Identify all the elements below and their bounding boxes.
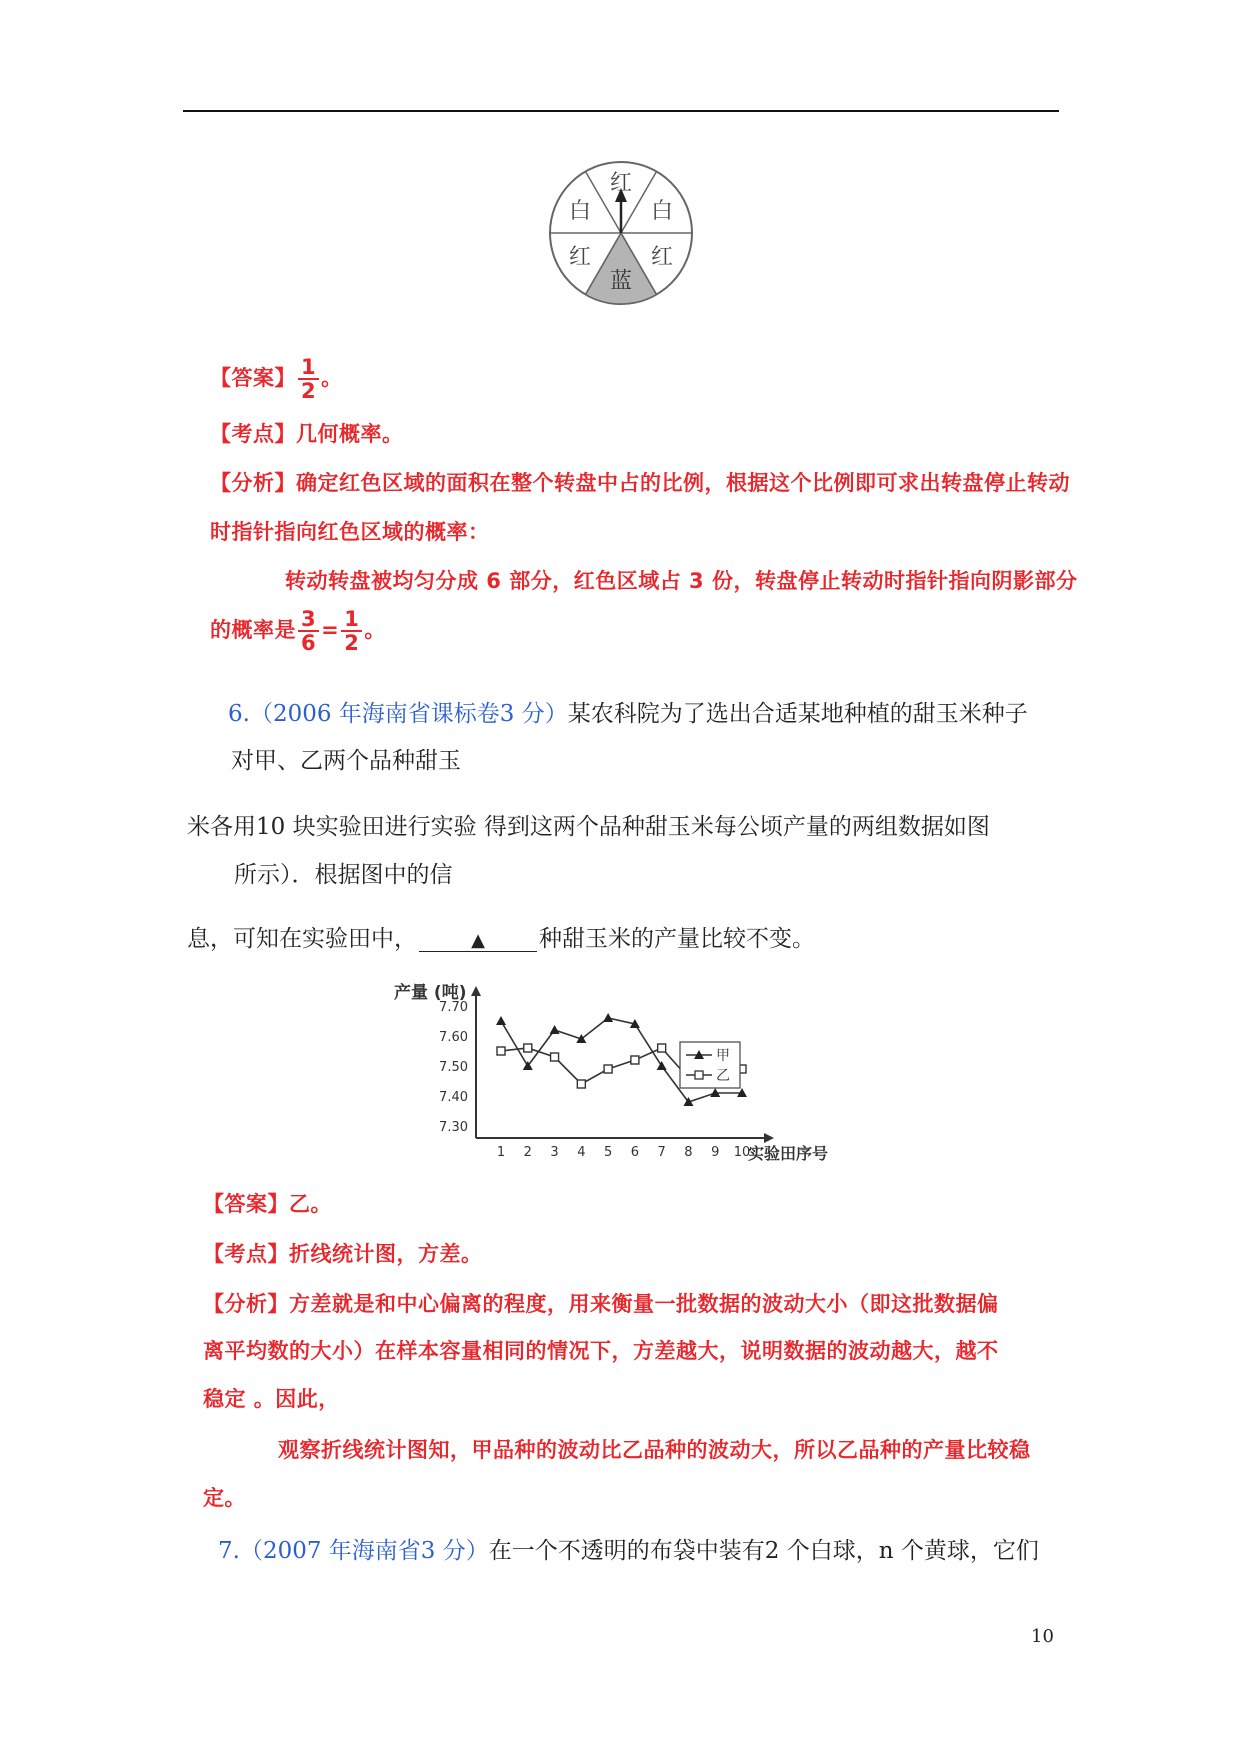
sector-label-upper-left: 白: [568, 199, 592, 224]
data-point-square: [524, 1044, 532, 1052]
q6-line4: 所示）．根据图中的信: [234, 862, 453, 888]
point-text: 折线统计图，方差。: [289, 1242, 483, 1266]
q6-point-line: [203, 1238, 483, 1268]
header-rule: [183, 110, 1059, 112]
q6-line5: [187, 920, 815, 953]
question-number: 7.: [218, 1538, 240, 1564]
point-text: 几何概率。: [296, 422, 404, 446]
x-tick-label: 8: [684, 1145, 693, 1160]
data-point-square: [551, 1053, 559, 1061]
x-axis-label: 实验田序号: [748, 1144, 829, 1163]
fraction-1-2: [341, 608, 362, 654]
data-point-square: [631, 1056, 639, 1064]
fraction-denominator: 2: [301, 379, 317, 404]
legend-box: [680, 1042, 740, 1088]
question-text: 息，可知在实验田中，: [187, 926, 417, 952]
q6-answer-line: [203, 1188, 332, 1218]
fraction-numerator: 1: [298, 356, 319, 380]
q5-analysis-line4: [210, 608, 386, 654]
y-tick-label: 7.40: [439, 1090, 468, 1105]
q7-line1: [218, 1532, 1039, 1565]
q6-analysis-line2: 离平均数的大小）在样本容量相同的情况下，方差越大，说明数据的波动越大，越不: [203, 1339, 999, 1363]
x-tick-label: 9: [711, 1145, 720, 1160]
y-tick-label: 7.50: [439, 1060, 468, 1075]
fraction-3-6: [298, 608, 319, 654]
q5-analysis-line2: 时指针指向红色区域的概率：: [210, 520, 490, 544]
data-point-triangle: [657, 1061, 667, 1070]
data-point-square: [497, 1047, 505, 1055]
question-text: 在一个不透明的布袋中装有2 个白球，n 个黄球，它们: [488, 1538, 1039, 1564]
answer-tag: 【答案】: [210, 366, 296, 391]
y-axis-arrow: [471, 986, 481, 996]
sector-label-upper-right: 白: [650, 199, 674, 224]
spinner-figure: [546, 158, 696, 308]
data-point-triangle: [603, 1013, 613, 1022]
analysis-tag: 【分析】: [210, 471, 296, 495]
y-tick-label: 7.30: [439, 1120, 468, 1135]
analysis-tag: 【分析】: [203, 1292, 289, 1316]
q5-answer-line: [210, 356, 343, 402]
q6-line3: 米各用10 块实验田进行实验 得到这两个品种甜玉米每公顷产量的两组数据如图: [187, 814, 990, 840]
analysis-text: 确定红色区域的面积在整个转盘中占的比例，根据这个比例即可求出转盘停止转动: [296, 471, 1070, 495]
q6-analysis-line5: 定。: [203, 1486, 246, 1510]
answer-blank: ▲: [419, 930, 537, 952]
x-tick-label: 4: [577, 1145, 586, 1160]
probability-label: 的概率是: [210, 618, 296, 643]
question-text: 种甜玉米的产量比较不变。: [539, 926, 815, 952]
question-source: （2007 年海南省3 分）: [239, 1538, 489, 1564]
x-tick-label: 7: [657, 1145, 666, 1160]
legend-marker-square: [695, 1071, 703, 1079]
question-source: （2006 年海南省课标卷3 分）: [249, 701, 568, 727]
q6-analysis-line4: 观察折线统计图知，甲品种的波动比乙品种的波动大，所以乙品种的产量比较稳: [278, 1438, 1031, 1462]
q6-line2: 对甲、乙两个品种甜玉: [231, 748, 461, 774]
x-tick-label: 1: [496, 1145, 506, 1160]
x-tick-label: 3: [550, 1145, 559, 1160]
equals-sign: =: [321, 618, 340, 643]
q5-analysis-line3: 转动转盘被均匀分成 6 部分，红色区域占 3 份，转盘停止转动时指针指向阴影部分: [285, 569, 1078, 593]
legend-label: 乙: [716, 1068, 730, 1084]
answer-end: 。: [321, 366, 343, 391]
q5-point-line: [210, 418, 404, 448]
data-point-triangle: [496, 1016, 506, 1025]
page-number: 10: [1031, 1626, 1054, 1647]
fraction-numerator: 3: [298, 608, 319, 632]
answer-fraction: [298, 356, 319, 402]
analysis-text: 方差就是和中心偏离的程度，用来衡量一批数据的波动大小（即这批数据偏: [289, 1292, 999, 1316]
sector-label-lower-left: 红: [568, 245, 592, 270]
sector-label-bottom: 蓝: [609, 269, 633, 294]
period: 。: [364, 618, 386, 643]
fraction-numerator: 1: [341, 608, 362, 632]
q6-line1: [228, 695, 1028, 728]
legend-label: 甲: [716, 1048, 730, 1064]
q5-analysis-line1: [210, 467, 1070, 497]
data-point-triangle: [550, 1025, 560, 1034]
y-axis-label: 产量 (吨): [394, 983, 467, 1003]
q6-analysis-line3: 稳定 。因此，: [203, 1387, 340, 1411]
data-point-square: [658, 1044, 666, 1052]
x-tick-label: 10: [733, 1145, 751, 1160]
q6-analysis-line1: [203, 1288, 999, 1318]
fraction-denominator: 6: [301, 631, 317, 656]
point-tag: 【考点】: [203, 1242, 289, 1266]
question-number: 6.: [228, 701, 250, 727]
answer-tag: 【答案】: [203, 1192, 289, 1216]
y-tick-label: 7.70: [439, 1000, 468, 1015]
data-point-square: [604, 1065, 612, 1073]
yield-line-chart: [388, 978, 848, 1170]
x-axis-arrow: [764, 1133, 774, 1143]
fraction-denominator: 2: [344, 631, 360, 656]
y-tick-label: 7.60: [439, 1030, 468, 1045]
x-tick-label: 2: [523, 1145, 532, 1160]
sector-label-top: 红: [609, 171, 633, 196]
x-tick-label: 5: [603, 1145, 613, 1160]
answer-text: 乙。: [289, 1192, 332, 1216]
x-tick-label: 6: [630, 1145, 640, 1160]
point-tag: 【考点】: [210, 422, 296, 446]
data-point-square: [577, 1080, 585, 1088]
sector-label-lower-right: 红: [650, 245, 674, 270]
question-text: 某农科院为了选出合适某地种植的甜玉米种子: [567, 701, 1028, 727]
